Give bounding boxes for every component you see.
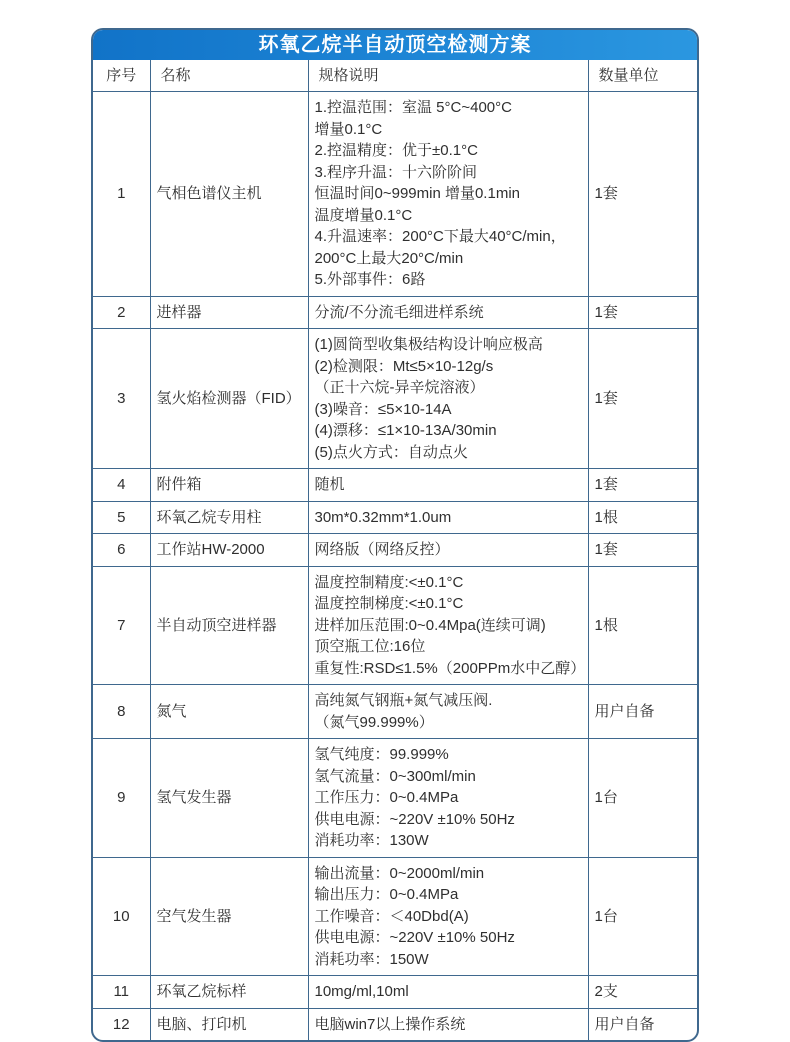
- item-quantity: 2支: [588, 976, 697, 1009]
- table-row: [93, 685, 697, 739]
- spec-line: (1)圆筒型收集极结构设计响应极高: [314, 336, 543, 353]
- row-number: 1: [93, 92, 150, 297]
- item-spec: [308, 739, 588, 858]
- spec-line: 温度控制精度:<±0.1°C: [314, 573, 464, 591]
- table-row: [93, 469, 697, 502]
- spec-line: 随机: [314, 476, 345, 493]
- spec-line: (5)点火方式：自动点火: [314, 443, 468, 461]
- item-quantity: 用户自备: [588, 1008, 697, 1040]
- table-row: [93, 92, 697, 297]
- spec-table: [93, 60, 697, 1040]
- item-spec: [308, 1008, 588, 1040]
- item-spec: [308, 501, 588, 534]
- item-quantity: 1套: [588, 296, 697, 329]
- row-number: 2: [93, 296, 150, 329]
- table-row: [93, 534, 697, 567]
- item-name: 空气发生器: [150, 857, 308, 976]
- spec-line: (2)检测限：Mt≤5×10-12g/s: [314, 357, 494, 375]
- item-spec: [308, 534, 588, 567]
- table-row: [93, 329, 697, 469]
- item-quantity: 1台: [588, 739, 697, 858]
- item-quantity: 1套: [588, 534, 697, 567]
- item-name: 进样器: [150, 296, 308, 329]
- item-spec: [308, 566, 588, 685]
- spec-line: 3.程序升温：十六阶阶间: [314, 163, 478, 181]
- table-row: [93, 296, 697, 329]
- row-number: 7: [93, 566, 150, 685]
- column-header-name: 名称: [150, 60, 308, 92]
- spec-line: 温度增量0.1°C: [314, 206, 413, 224]
- table-row: [93, 976, 697, 1009]
- item-name: 半自动顶空进样器: [150, 566, 308, 685]
- spec-table-card: [91, 28, 699, 1042]
- spec-line: （氮气99.999%）: [314, 713, 434, 731]
- spec-line: 供电电源：~220V ±10% 50Hz: [314, 810, 515, 828]
- spec-line: 30m*0.32mm*1.0um: [314, 508, 452, 526]
- spec-line: 氢气纯度：99.999%: [314, 746, 449, 763]
- row-number: 8: [93, 685, 150, 739]
- column-header-spec: 规格说明: [308, 60, 588, 92]
- item-spec: [308, 976, 588, 1009]
- item-quantity: 1套: [588, 469, 697, 502]
- spec-line: 增量0.1°C: [314, 120, 383, 138]
- spec-line: 网络版（网络反控）: [314, 541, 450, 558]
- item-quantity: 用户自备: [588, 685, 697, 739]
- row-number: 12: [93, 1008, 150, 1040]
- spec-line: 恒温时间0~999min 增量0.1min: [314, 185, 520, 202]
- item-spec: [308, 857, 588, 976]
- spec-line: 5.外部事件：6路: [314, 271, 426, 288]
- item-name: 气相色谱仪主机: [150, 92, 308, 297]
- spec-line: 工作噪音：＜40Dbd(A): [314, 907, 469, 925]
- row-number: 6: [93, 534, 150, 567]
- column-header-no: 序号: [93, 60, 150, 92]
- row-number: 9: [93, 739, 150, 858]
- item-spec: [308, 92, 588, 297]
- item-quantity: 1根: [588, 501, 697, 534]
- spec-line: 输出压力：0~0.4MPa: [314, 886, 459, 903]
- item-name: 氢气发生器: [150, 739, 308, 858]
- item-spec: [308, 329, 588, 469]
- table-row: [93, 501, 697, 534]
- spec-line: 4.升温速率：200°C下最大40°C/min，: [314, 228, 566, 245]
- spec-line: 2.控温精度：优于±0.1°C: [314, 142, 478, 159]
- item-name: 氢火焰检测器（FID）: [150, 329, 308, 469]
- item-name: 环氧乙烷专用柱: [150, 501, 308, 534]
- spec-line: 进样加压范围:0~0.4Mpa(连续可调): [314, 616, 546, 634]
- spec-line: 200°C上最大20°C/min: [314, 249, 464, 267]
- item-spec: [308, 469, 588, 502]
- spec-line: 高纯氮气钢瓶+氮气减压阀.: [314, 692, 493, 709]
- item-name: 电脑、打印机: [150, 1008, 308, 1040]
- item-quantity: 1套: [588, 92, 697, 297]
- spec-line: 10mg/ml,10ml: [314, 983, 409, 1000]
- spec-line: 分流/不分流毛细进样系统: [314, 303, 484, 321]
- spec-line: 输出流量：0~2000ml/min: [314, 864, 485, 882]
- spec-line: 温度控制梯度:<±0.1°C: [314, 595, 464, 612]
- table-row: [93, 1008, 697, 1040]
- row-number: 11: [93, 976, 150, 1009]
- row-number: 10: [93, 857, 150, 976]
- item-quantity: 1根: [588, 566, 697, 685]
- table-row: [93, 857, 697, 976]
- spec-line: 工作压力：0~0.4MPa: [314, 789, 459, 806]
- table-row: [93, 566, 697, 685]
- row-number: 3: [93, 329, 150, 469]
- item-name: 氮气: [150, 685, 308, 739]
- spec-line: 消耗功率：130W: [314, 832, 429, 849]
- item-name: 附件箱: [150, 469, 308, 502]
- item-spec: [308, 296, 588, 329]
- item-name: 环氧乙烷标样: [150, 976, 308, 1009]
- column-header-qty: 数量单位: [588, 60, 697, 92]
- spec-line: (3)噪音：≤5×10-14A: [314, 400, 452, 418]
- spec-line: 消耗功率：150W: [314, 950, 429, 968]
- item-name: 工作站HW-2000: [150, 534, 308, 567]
- spec-line: 顶空瓶工位:16位: [314, 638, 426, 655]
- item-quantity: 1台: [588, 857, 697, 976]
- spec-line: （正十六烷-异辛烷溶液）: [314, 379, 485, 396]
- table-title: 环氧乙烷半自动顶空检测方案: [93, 30, 697, 60]
- row-number: 5: [93, 501, 150, 534]
- spec-line: 供电电源：~220V ±10% 50Hz: [314, 929, 515, 946]
- spec-line: 重复性:RSD≤1.5%（200PPm水中乙醇）: [314, 659, 586, 677]
- spec-line: 氢气流量：0~300ml/min: [314, 767, 476, 785]
- row-number: 4: [93, 469, 150, 502]
- spec-line: 1.控温范围：室温 5°C~400°C: [314, 99, 512, 116]
- header-row: [93, 60, 697, 92]
- table-row: [93, 739, 697, 858]
- spec-line: (4)漂移：≤1×10-13A/30min: [314, 422, 497, 439]
- item-quantity: 1套: [588, 329, 697, 469]
- spec-line: 电脑win7以上操作系统: [314, 1015, 466, 1033]
- item-spec: [308, 685, 588, 739]
